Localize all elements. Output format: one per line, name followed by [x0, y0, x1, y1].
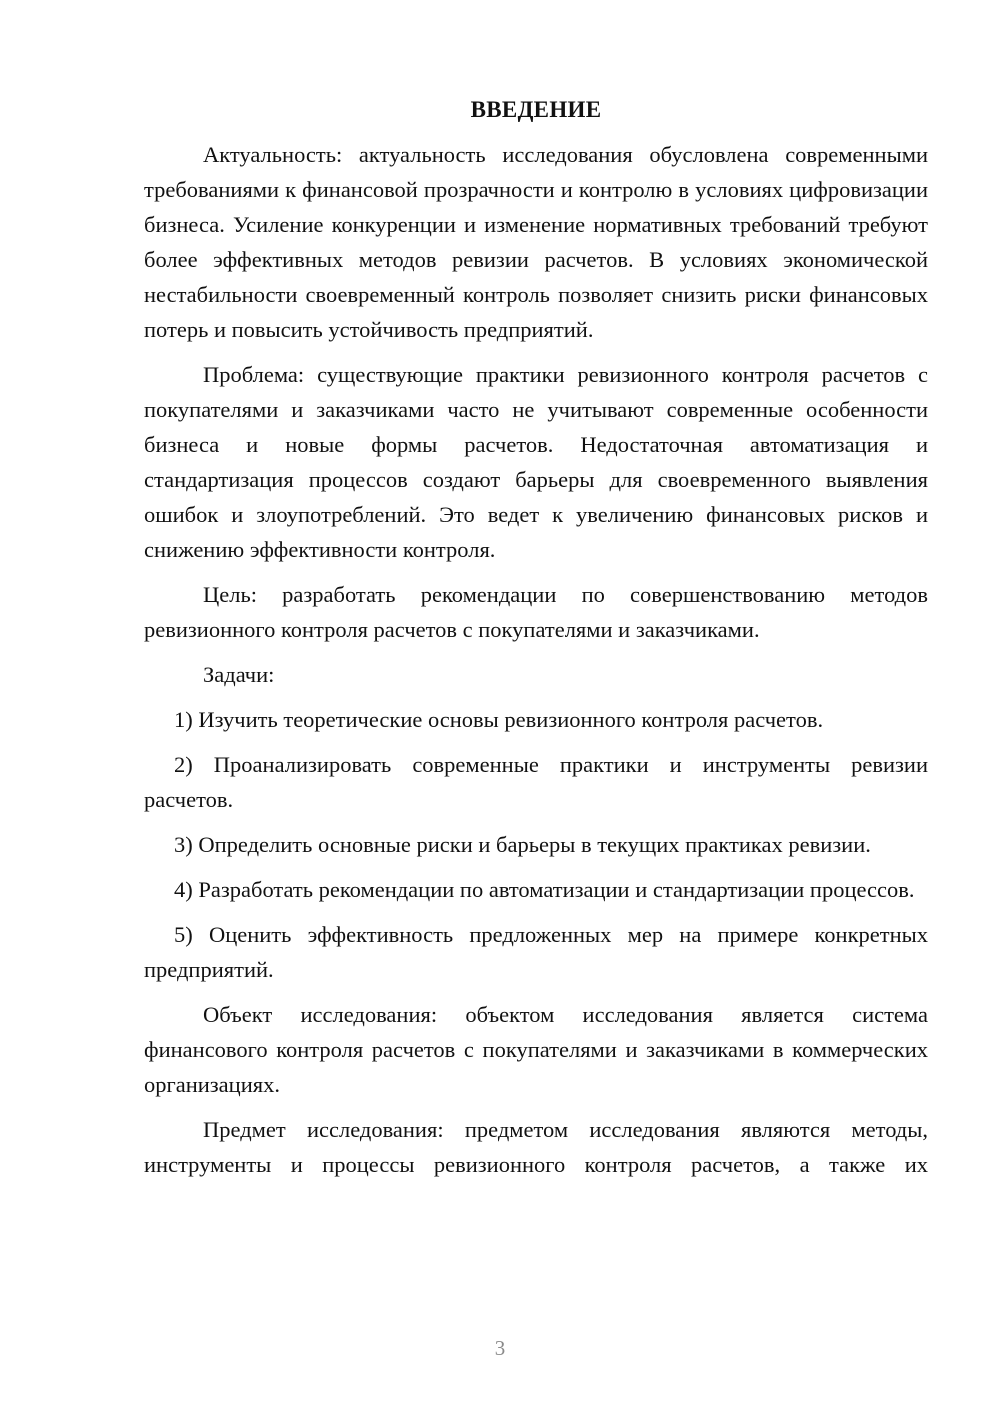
paragraph-problem: Проблема: существующие практики ревизионного контроля расчетов с покупателями и заказчиками часто не учитывают современные особенности бизнеса и новые формы расчетов. Недостаточная автоматизация и стандартизация процессов создают барьеры для своевременного выявления ошибок и злоупотреблений. Это ведет к увеличению финансовых рисков и снижению эффективности контроля.	[144, 362, 928, 562]
page-number: 3	[494, 1336, 506, 1360]
paragraph-goal: Цель: разработать рекомендации по совершенствованию методов ревизионного контроля расчетов с покупателями и заказчиками.	[144, 582, 928, 642]
task-item-3: 3) Определить основные риски и барьеры в текущих практиках ревизии.	[174, 832, 871, 857]
task-item-4: 4) Разработать рекомендации по автоматизации и стандартизации процессов.	[174, 877, 915, 902]
page-content	[144, 92, 928, 1192]
paragraph-subject: Предмет исследования: предметом исследования являются методы, инструменты и процессы ревизионного контроля расчетов, а также их	[144, 1117, 928, 1177]
paragraph-object: Объект исследования: объектом исследования является система финансового контроля расчетов с покупателями и заказчиками в коммерческих организациях.	[144, 1002, 928, 1097]
task-item-5: 5) Оценить эффективность предложенных мер на примере конкретных предприятий.	[144, 922, 928, 982]
task-item-2: 2) Проанализировать современные практики и инструменты ревизии расчетов.	[144, 752, 928, 812]
section-title: ВВЕДЕНИЕ	[470, 97, 602, 122]
paragraph-relevance: Актуальность: актуальность исследования обусловлена современными требованиями к финансовой прозрачности и контролю в условиях цифровизации бизнеса. Усиление конкуренции и изменение нормативных требований требуют более эффективных методов ревизии расчетов. В условиях экономической нестабильности своевременный контроль позволяет снизить риски финансовых потерь и повысить устойчивость предприятий.	[144, 142, 928, 342]
task-item-1: 1) Изучить теоретические основы ревизионного контроля расчетов.	[174, 707, 824, 732]
paragraph-tasks-heading: Задачи:	[203, 662, 275, 687]
